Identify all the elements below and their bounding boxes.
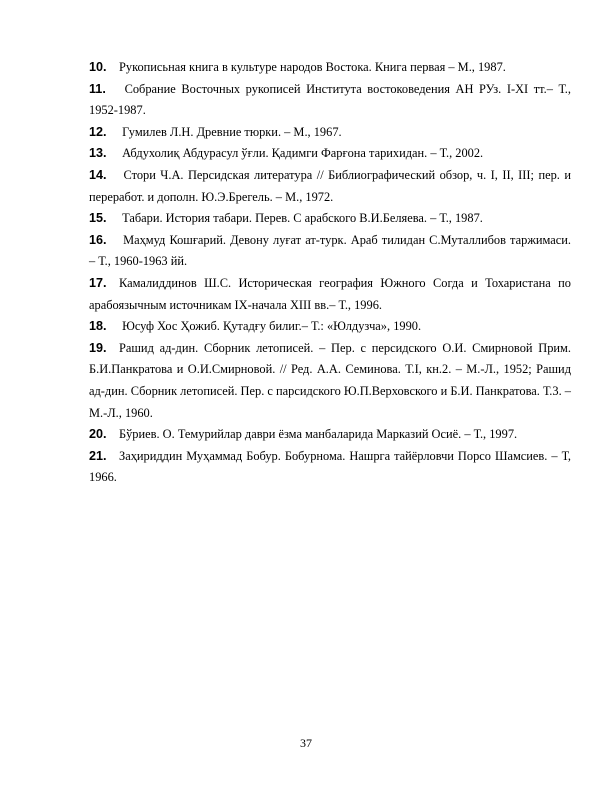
reference-item <box>89 143 571 165</box>
reference-number: 17. <box>89 275 107 290</box>
reference-item <box>89 165 571 208</box>
reference-text: Бўриев. О. Темурийлар даври ёзма манбаларида Марказий Осиё. – Т., 1997. <box>119 427 518 442</box>
reference-item <box>89 316 571 338</box>
reference-list <box>89 57 571 489</box>
reference-item <box>89 122 571 144</box>
reference-number: 21. <box>89 448 107 463</box>
reference-text: Камалиддинов Ш.С. Историческая география Южного Согда и Тохаристана по арабоязычным источникам IX-начала XIII вв.– Т., 1996. <box>89 275 571 312</box>
reference-item <box>89 57 571 79</box>
reference-text: Заҳириддин Муҳаммад Бобур. Бобурнома. Нашрга тайёрловчи Порсо Шамсиев. – Т, 1966. <box>89 448 571 485</box>
reference-number: 16. <box>89 232 107 247</box>
reference-item <box>89 338 571 424</box>
reference-text: Рашид ад-дин. Сборник летописей. – Пер. с персидского О.И. Смирновой Прим. Б.И.Панкратова и О.И.Смирновой. // Ред. А.А. Семинова. Т.I, кн.2. – М.-Л., 1952; Рашид ад-дин. Сборник летописей. Пер. с парсидского Ю.П.Верховского и Б.И. Панкратова. Т.3. – М.-Л., 1960. <box>89 340 571 420</box>
reference-number: 19. <box>89 340 107 355</box>
reference-item <box>89 446 571 489</box>
reference-item <box>89 424 571 446</box>
reference-number: 15. <box>89 211 107 226</box>
reference-item <box>89 230 571 273</box>
reference-number: 11. <box>89 81 106 96</box>
reference-number: 13. <box>89 146 107 161</box>
reference-text: Абдухолиқ Абдурасул ўғли. Қадимги Фарғона тарихидан. – Т., 2002. <box>119 146 484 161</box>
reference-number: 18. <box>89 319 107 334</box>
reference-text: Юсуф Хос Ҳожиб. Қутадғу билиг.– Т.: «Юлдузча», 1990. <box>119 319 422 334</box>
reference-item <box>89 208 571 230</box>
reference-number: 12. <box>89 124 107 139</box>
reference-number: 14. <box>89 167 107 182</box>
reference-text: Стори Ч.А. Персидская литература // Библиографический обзор, ч. I, II, III; пер. и переработ. и дополн. Ю.Э.Брегель. – М., 1972. <box>89 167 571 204</box>
reference-text: Собрание Восточных рукописей Института востоковедения АН РУз. I-XI тт.– Т., 1952-1987. <box>89 81 571 118</box>
page-number: 37 <box>300 736 312 750</box>
reference-text: Рукописьная книга в культуре народов Востока. Книга первая – М., 1987. <box>119 60 506 74</box>
reference-item <box>89 79 571 122</box>
reference-text: Маҳмуд Кошғарий. Девону луғат ат-турк. Араб тилидан С.Муталлибов таржимаси. – Т., 1960-1963 йй. <box>89 232 571 269</box>
reference-item <box>89 273 571 316</box>
reference-number: 10. <box>89 60 107 74</box>
reference-text: Табари. История табари. Перев. С арабского В.И.Беляева. – Т., 1987. <box>119 211 483 226</box>
reference-number: 20. <box>89 427 107 442</box>
reference-text: Гумилев Л.Н. Древние тюрки. – М., 1967. <box>119 124 342 139</box>
